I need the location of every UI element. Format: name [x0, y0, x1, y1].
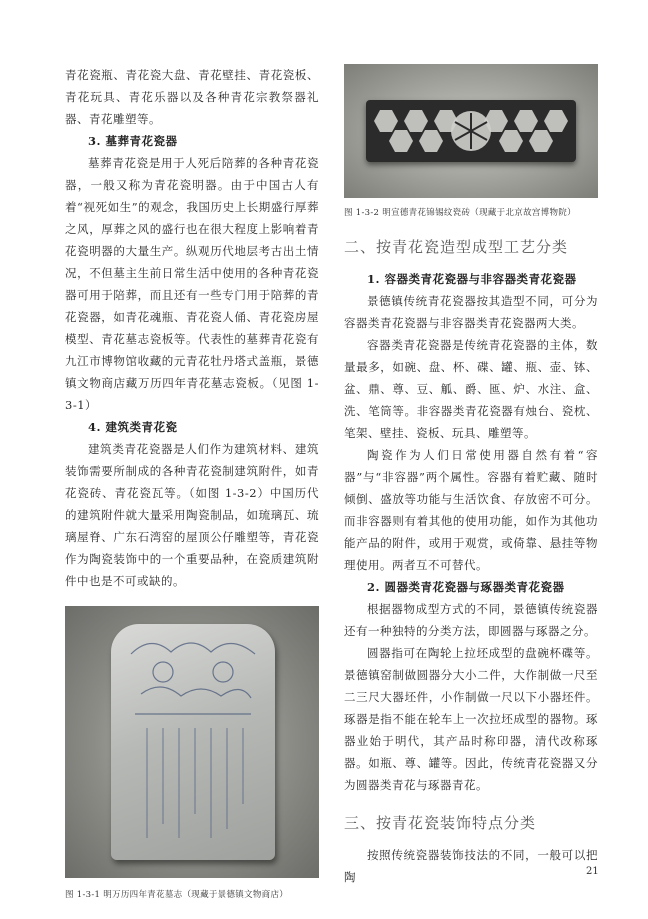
right-column: [344, 64, 598, 888]
paragraph: 根据器物成型方式的不同，景德镇传统瓷器还有一种独特的分类方法，即圆器与琢器之分。: [344, 602, 598, 638]
blue-white-tile-image: [366, 100, 576, 162]
figure-caption-1-3-2: 图 1-3-2 明宣德青花锦锡纹瓷砖（现藏于北京故宫博物院）: [344, 208, 576, 218]
tile-photo: [344, 64, 598, 198]
paragraph: 景德镇传统青花瓷器按其造型不同，可分为容器类青花瓷器与非容器类青花瓷器两大类。: [344, 294, 598, 330]
stele-photo: [65, 606, 319, 878]
tombstone-tablet-image: [111, 624, 275, 860]
paragraph: 青花瓷瓶、青花瓷大盘、青花壁挂、青花瓷板、青花玩具、青花乐器以及各种青花宗教祭器礼器、青花雕塑等。: [65, 68, 319, 126]
section-heading-3: 三、按青花瓷装饰特点分类: [344, 814, 537, 832]
paragraph: 建筑类青花瓷器是人们作为建筑材料、建筑装饰需要所制成的各种青花瓷制建筑附件，如青花瓷砖、青花瓷瓦等。（如图 1-3-2）中国历代的建筑附件就大量采用陶瓷制品，如琉璃瓦、琉璃屋脊、广东石湾窑的屋顶公仔雕塑等，青花瓷作为陶瓷装饰中的一个重要品种，在瓷质建筑附件中也是不可或缺的。: [65, 442, 319, 588]
subheading-architecture: 4. 建筑类青花瓷: [88, 420, 178, 434]
paragraph: 圆器指可在陶轮上拉坯成型的盘碗杯碟等。景德镇窑制做圆器分大小二件，大作制做一尺至二三尺大器坯件，小作制做一尺以下小器坯件。琢器是指不能在轮车上一次拉坯成型的器物。琢器业始于明代，其产品时称印器，清代改称琢器。如瓶、尊、罐等。因此，传统青花瓷器又分为圆器类青花与琢器青花。: [344, 646, 598, 792]
paragraph: 墓葬青花瓷是用于人死后陪葬的各种青花瓷器，一般又称为青花瓷明器。由于中国古人有着“视死如生”的观念，我国历史上长期盛行厚葬之风，厚葬之风的盛行也在很大程度上影响着青花瓷明器的大量生产。纵观历代地层考古出土情况，不但墓主生前日常生活中使用的各种青花瓷器可用于陪葬，而且还有一些专门用于陪葬的青花瓷器，如青花魂瓶、青花瓷人俑、青花瓷房屋模型、青花墓志瓷板等。代表性的墓葬青花瓷有九江市博物馆收藏的元青花牡丹塔式盖瓶，景德镇文物商店藏万历四年青花墓志瓷板。（见图 1-3-1）: [65, 156, 319, 412]
paragraph: 按照传统瓷器装饰技法的不同，一般可以把陶: [344, 848, 598, 884]
paragraph: 容器类青花瓷器是传统青花瓷器的主体，数量最多，如碗、盘、杯、碟、罐、瓶、壶、钵、盆、鼎、尊、豆、觚、爵、匜、炉、水注、盒、洗、笔筒等。非容器类青花瓷器有烛台、瓷枕、笔架、壁挂、瓷板、玩具、雕塑等。: [344, 338, 598, 440]
subheading-round-ware: 2. 圆器类青花瓷器与琢器类青花瓷器: [367, 580, 565, 594]
left-column: [65, 64, 319, 902]
figure-caption-1-3-1: 图 1-3-1 明万历四年青花墓志（现藏于景德镇文物商店）: [65, 890, 289, 900]
paragraph: 陶瓷作为人们日常使用器自然有着“容器”与“非容器”两个属性。容器有着贮藏、随时倾倒、盛放等功能与生活饮食、存放密不可分。而非容器则有着其他的使用功能，如作为其他功能产品的附件，或用于观赏，或倚靠、悬挂等物理使用。两者互不可替代。: [344, 448, 598, 572]
page-number: 21: [586, 866, 599, 877]
subheading-container: 1. 容器类青花瓷器与非容器类青花瓷器: [367, 272, 577, 286]
subheading-burial: 3. 墓葬青花瓷器: [88, 134, 178, 148]
section-heading-2: 二、按青花瓷造型成型工艺分类: [344, 238, 569, 256]
